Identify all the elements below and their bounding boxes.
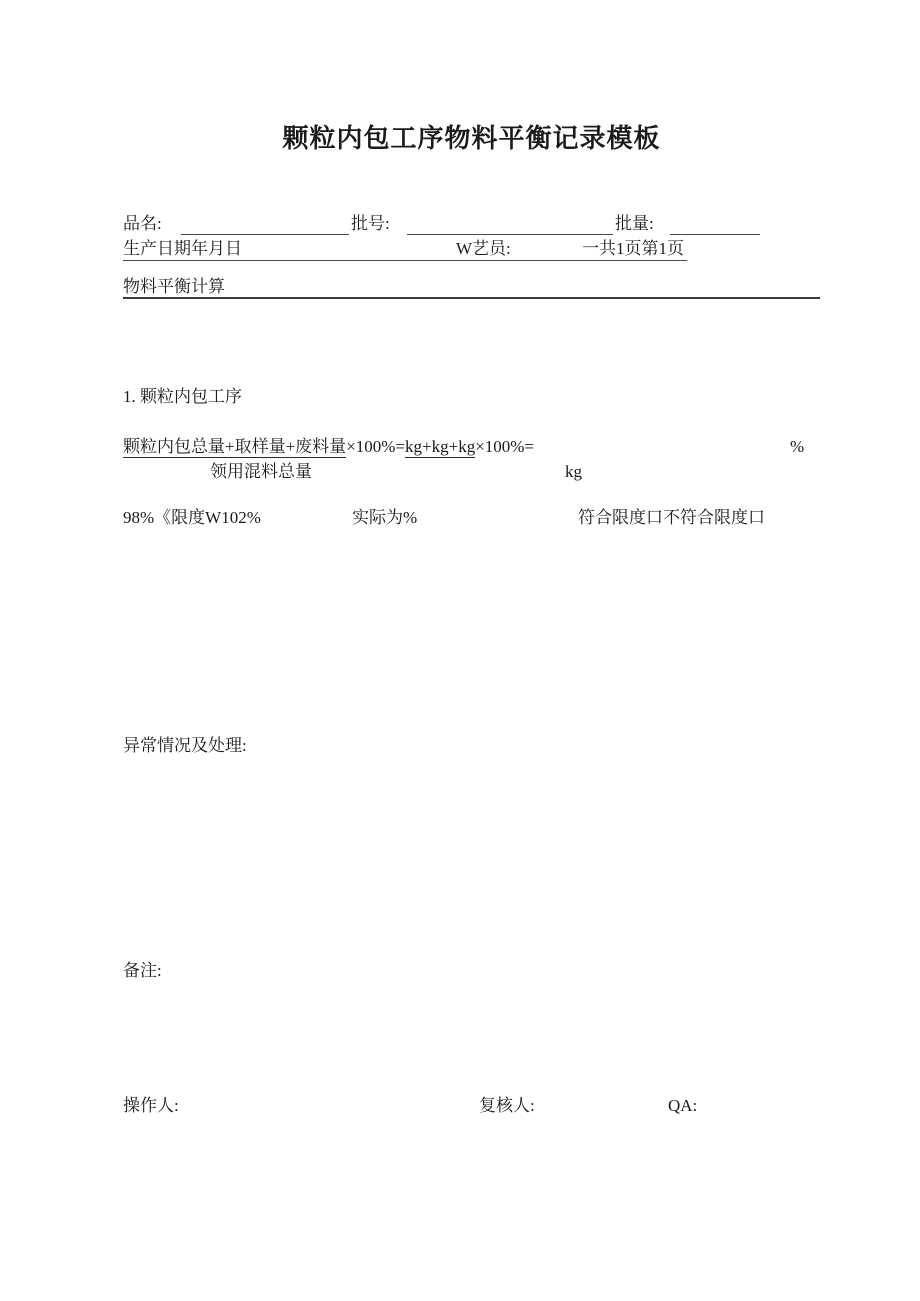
- batch-no-label: 批号:: [351, 214, 390, 233]
- formula-kg-sum: kg+kg+kg: [405, 437, 476, 456]
- remark-label: 备注:: [123, 961, 162, 980]
- batch-qty-label: 批量:: [615, 214, 654, 233]
- batch-qty-field[interactable]: [670, 215, 760, 235]
- nonconform-checkbox[interactable]: 口: [748, 508, 765, 527]
- formula-multiply2: ×100%=: [475, 437, 535, 456]
- abnormal-label: 异常情况及处理:: [123, 736, 247, 755]
- batch-no-field[interactable]: [407, 215, 613, 235]
- formula-result-percent: %: [790, 437, 805, 456]
- reviewer-label: 复核人:: [479, 1096, 535, 1115]
- operator-label: 操作人:: [123, 1096, 179, 1115]
- formula-denominator: 领用混料总量: [210, 462, 312, 481]
- nonconform-label: 不符合限度: [663, 508, 748, 527]
- formula-denominator-unit: kg: [565, 462, 582, 481]
- limit-range-label: 98%《限度W102%: [123, 508, 261, 527]
- formula-multiply1: ×100%=: [346, 437, 406, 456]
- formula-numerator: 颗粒内包总量+取样量+废料量: [123, 437, 347, 456]
- page-count-label: 一共1页第1页: [582, 239, 684, 258]
- conform-label: 符合限度: [578, 508, 646, 527]
- product-name-label: 品名:: [123, 214, 162, 233]
- production-date-label: 生产日期年月日: [123, 239, 242, 258]
- section-divider: [123, 297, 820, 299]
- qa-label: QA:: [668, 1096, 698, 1115]
- technician-label: W艺员:: [456, 239, 511, 258]
- conformance-options: [578, 507, 765, 529]
- conform-checkbox[interactable]: 口: [646, 508, 663, 527]
- step1-heading: 1. 颗粒内包工序: [123, 387, 242, 406]
- balance-calc-heading: 物料平衡计算: [123, 277, 225, 296]
- product-name-field[interactable]: [181, 215, 349, 235]
- formula-line1: [123, 436, 534, 458]
- limit-actual-label: 实际为%: [352, 508, 418, 527]
- page-title: 颗粒内包工序物料平衡记录模板: [282, 124, 661, 153]
- header-row-production[interactable]: [123, 238, 687, 261]
